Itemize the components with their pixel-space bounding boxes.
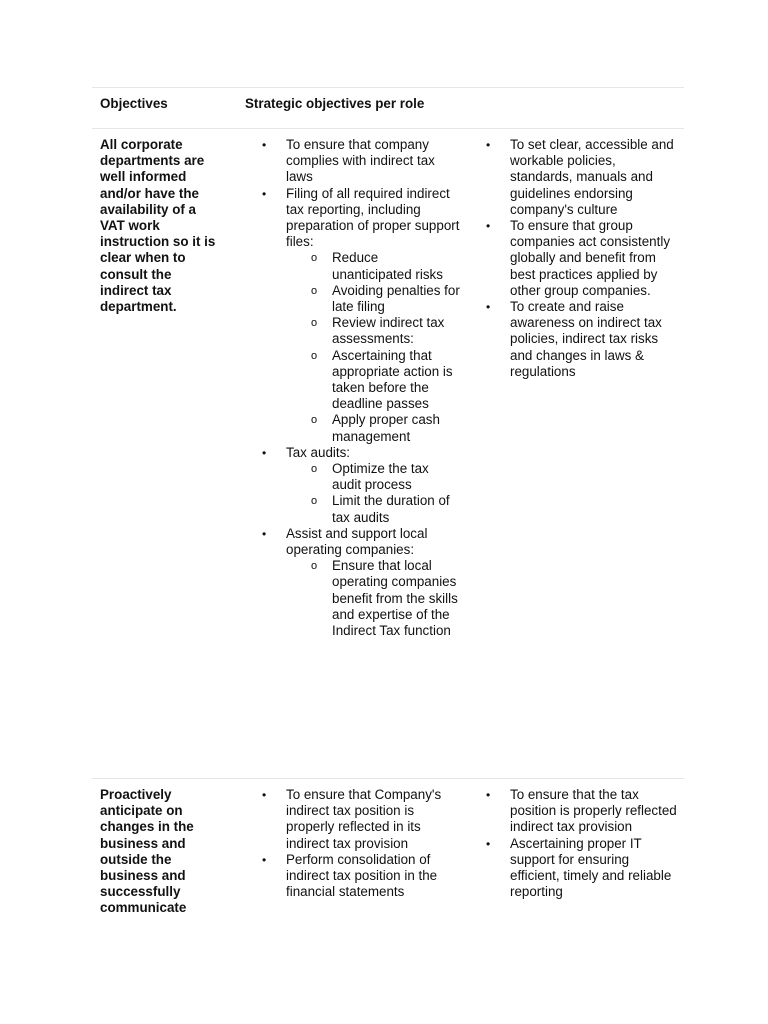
list-item — [260, 186, 460, 445]
list-item — [260, 787, 460, 852]
list-item-text: Perform consolidation of indirect tax position in the financial statements — [286, 851, 438, 900]
bullet-list — [484, 787, 680, 900]
row-1-goals — [484, 137, 680, 380]
sub-list — [286, 461, 460, 526]
sub-list-item-text: Apply proper cash management — [332, 412, 440, 444]
list-item-text: To ensure that company complies with indirect tax laws — [286, 137, 435, 185]
sub-list-item-text: Avoiding penalties for late filing — [332, 282, 460, 315]
list-item-text: To create and raise awareness on indirect tax policies, indirect tax risks and changes in laws & regulations — [510, 299, 662, 379]
sub-list-item — [286, 315, 460, 347]
list-item-text: To ensure that the tax position is properly reflected indirect tax provision — [510, 787, 677, 835]
list-item — [484, 299, 680, 380]
list-item — [484, 137, 680, 218]
table-top-border — [92, 87, 684, 88]
sub-list-item — [286, 283, 460, 315]
sub-list-item — [286, 348, 460, 413]
list-item — [484, 836, 680, 901]
list-item-text: Assist and support local operating companies: — [286, 525, 428, 558]
bullet-list — [260, 137, 460, 639]
list-item — [260, 445, 460, 526]
sub-list-item — [286, 461, 460, 493]
column-header-objectives: Objectives — [100, 96, 168, 111]
sub-list-item-text: Ensure that local operating companies benefit from the skills and expertise of the Indirect Tax function — [332, 558, 458, 639]
row-divider — [92, 778, 684, 779]
list-item-text: To ensure that Company's indirect tax position is properly reflected in its indirect tax provision — [286, 787, 442, 851]
list-item-text: Tax audits: — [286, 444, 351, 460]
list-item-text: Filing of all required indirect tax reporting, including preparation of proper support files: — [286, 185, 460, 250]
list-item-text: To ensure that group companies act consistently globally and benefit from best practices applied by other group companies. — [510, 218, 671, 298]
list-item — [260, 526, 460, 639]
sub-list-item-text: Ascertaining that appropriate action is taken before the deadline passes — [332, 347, 453, 412]
sub-list-item — [286, 412, 460, 444]
list-item — [484, 787, 680, 836]
sub-list-item-text: Limit the duration of tax audits — [332, 493, 450, 525]
row-1-role-objectives — [260, 137, 460, 639]
column-header-strategic-objectives: Strategic objectives per role — [245, 96, 425, 111]
bullet-list — [260, 787, 460, 900]
row-2-objective: Proactively anticipate on changes in the business and outside the business and successfully communicate — [100, 787, 194, 916]
bullet-list — [484, 137, 680, 380]
sub-list-item-text: Reduce unanticipated risks — [332, 250, 443, 282]
row-2-goals — [484, 787, 680, 900]
list-item — [260, 852, 460, 901]
row-1-objective: All corporate departments are well informed and/or have the availability of a VAT work instruction so it is clear when to consult the indirect tax department. — [100, 137, 216, 315]
sub-list-item-text: Optimize the tax audit process — [332, 461, 429, 493]
sub-list-item — [286, 558, 460, 639]
sub-list-item — [286, 493, 460, 525]
sub-list — [286, 250, 460, 444]
sub-list — [286, 558, 460, 639]
sub-list-item — [286, 250, 460, 282]
header-divider — [92, 128, 684, 129]
row-2-role-objectives — [260, 787, 460, 900]
list-item-text: To set clear, accessible and workable policies, standards, manuals and guidelines endorsing company's culture — [510, 137, 674, 217]
list-item-text: Ascertaining proper IT support for ensuring efficient, timely and reliable reporting — [510, 835, 672, 900]
list-item — [260, 137, 460, 186]
sub-list-item-text: Review indirect tax assessments: — [332, 315, 445, 347]
list-item — [484, 218, 680, 299]
